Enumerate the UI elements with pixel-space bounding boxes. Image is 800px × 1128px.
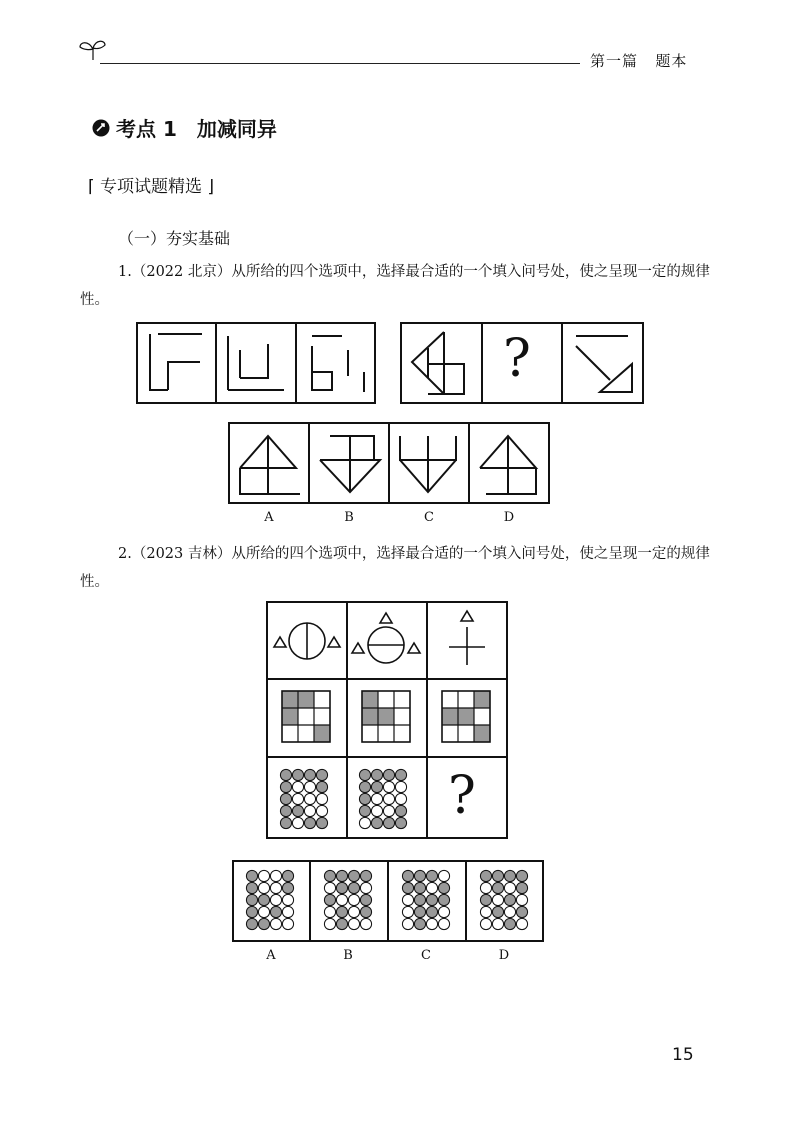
header-title: 题本 (655, 52, 688, 70)
array-circle (492, 918, 503, 929)
array-circle (348, 882, 359, 893)
array-circle (402, 906, 413, 917)
array-circle (359, 793, 370, 804)
array-circle (336, 894, 347, 905)
q2-option-b-figure (324, 870, 371, 929)
array-circle (371, 781, 382, 792)
question-1-option-a[interactable]: A (264, 510, 274, 525)
question-1-option-b[interactable]: B (344, 510, 354, 525)
array-circle (492, 882, 503, 893)
array-circle (516, 906, 527, 917)
array-circle (348, 894, 359, 905)
array-circle (246, 918, 257, 929)
array-circle (480, 870, 491, 881)
array-circle (371, 817, 382, 828)
array-circle (414, 918, 425, 929)
section-bullet-icon (92, 119, 110, 137)
question-2-number: 2. (118, 546, 132, 562)
array-circle (383, 769, 394, 780)
array-circle (504, 894, 515, 905)
array-circle (383, 805, 394, 816)
question-2-options (232, 860, 544, 942)
section-name: 加减同异 (196, 117, 277, 141)
array-circle (383, 781, 394, 792)
array-circle (480, 894, 491, 905)
array-circle (492, 870, 503, 881)
array-circle (270, 882, 281, 893)
array-circle (258, 918, 269, 929)
array-circle (504, 870, 515, 881)
q1-option-b-figure (320, 436, 380, 492)
q1-option-d-figure (480, 436, 536, 494)
array-circle (304, 817, 315, 828)
array-circle (348, 906, 359, 917)
array-circle (360, 906, 371, 917)
question-1-option-d[interactable]: D (503, 510, 515, 525)
q1-stem-figure-1 (150, 334, 202, 390)
array-circle (426, 906, 437, 917)
array-circle (395, 817, 406, 828)
array-circle (246, 882, 257, 893)
q2-option-c-figure (402, 870, 449, 929)
array-circle (516, 918, 527, 929)
array-circle (292, 805, 303, 816)
array-circle (258, 870, 269, 881)
array-circle (395, 769, 406, 780)
array-circle (304, 781, 315, 792)
header-part: 第一篇 (590, 52, 639, 70)
array-circle (270, 870, 281, 881)
q2-option-a-figure (246, 870, 293, 929)
array-circle (316, 781, 327, 792)
array-circle (280, 769, 291, 780)
subsection-label: 专项试题精选 (100, 177, 203, 197)
array-circle (360, 882, 371, 893)
section-heading (92, 113, 277, 142)
array-circle (282, 894, 293, 905)
question-2-option-c[interactable]: C (421, 948, 431, 963)
array-circle (359, 781, 370, 792)
array-circle (304, 805, 315, 816)
array-circle (336, 882, 347, 893)
array-circle (426, 882, 437, 893)
question-2-option-b[interactable]: B (343, 948, 353, 963)
array-circle (480, 882, 491, 893)
q2-grid-cell-6 (442, 691, 490, 742)
array-circle (383, 817, 394, 828)
question-1-source: （2022 北京） (131, 264, 232, 280)
array-circle (324, 918, 335, 929)
q2-grid-cell-8 (359, 769, 406, 828)
q1-stem-figure-4 (412, 332, 464, 394)
array-circle (516, 882, 527, 893)
q2-option-d-figure (480, 870, 527, 929)
q1-option-a-figure (240, 436, 300, 494)
array-circle (258, 906, 269, 917)
array-circle (280, 781, 291, 792)
array-circle (383, 793, 394, 804)
question-1-stem-left (136, 322, 376, 404)
page-number: 15 (672, 1045, 694, 1065)
array-circle (516, 894, 527, 905)
array-circle (258, 882, 269, 893)
array-circle (282, 882, 293, 893)
array-circle (492, 894, 503, 905)
array-circle (480, 906, 491, 917)
array-circle (504, 882, 515, 893)
array-circle (316, 817, 327, 828)
array-circle (246, 870, 257, 881)
question-1-number: 1. (118, 264, 132, 280)
array-circle (371, 793, 382, 804)
array-circle (395, 793, 406, 804)
array-circle (282, 918, 293, 929)
array-circle (371, 769, 382, 780)
array-circle (438, 918, 449, 929)
q1-stem-figure-2 (228, 336, 284, 390)
question-2-option-d[interactable]: D (498, 948, 510, 963)
array-circle (280, 817, 291, 828)
array-circle (414, 870, 425, 881)
question-2-text (80, 540, 720, 596)
array-circle (371, 805, 382, 816)
array-circle (426, 870, 437, 881)
array-circle (246, 906, 257, 917)
array-circle (359, 805, 370, 816)
array-circle (426, 894, 437, 905)
question-2-question-mark: ? (448, 766, 476, 826)
array-circle (316, 805, 327, 816)
array-circle (292, 793, 303, 804)
running-header (590, 50, 687, 71)
array-circle (292, 817, 303, 828)
array-circle (280, 793, 291, 804)
array-circle (270, 906, 281, 917)
array-circle (304, 769, 315, 780)
array-circle (414, 906, 425, 917)
q2-grid-cell-3 (449, 611, 485, 665)
array-circle (324, 906, 335, 917)
array-circle (324, 882, 335, 893)
question-1-text (80, 258, 720, 314)
section-number: 考点 1 (116, 117, 177, 141)
question-1-body: 从所给的四个选项中，选择最合适的一个填入问号处，使之呈现一定的规律性。 (80, 264, 710, 308)
array-circle (336, 870, 347, 881)
array-circle (304, 793, 315, 804)
array-circle (504, 906, 515, 917)
array-circle (402, 894, 413, 905)
header-rule (100, 63, 580, 64)
array-circle (316, 769, 327, 780)
question-1-options (228, 422, 550, 504)
array-circle (516, 870, 527, 881)
array-circle (258, 894, 269, 905)
array-circle (324, 894, 335, 905)
level-title: （一）夯实基础 (118, 229, 231, 248)
array-circle (270, 894, 281, 905)
question-1-option-c[interactable]: C (424, 510, 434, 525)
array-circle (348, 870, 359, 881)
q2-grid-cell-1 (274, 623, 340, 659)
q1-stem-figure-3 (312, 336, 364, 392)
array-circle (402, 918, 413, 929)
array-circle (438, 894, 449, 905)
array-circle (492, 906, 503, 917)
array-circle (402, 882, 413, 893)
array-circle (360, 894, 371, 905)
array-circle (414, 882, 425, 893)
array-circle (324, 870, 335, 881)
array-circle (246, 894, 257, 905)
array-circle (280, 805, 291, 816)
array-circle (359, 817, 370, 828)
array-circle (336, 906, 347, 917)
question-1-question-mark: ? (503, 329, 531, 389)
q2-grid-cell-4 (282, 691, 330, 742)
array-circle (336, 918, 347, 929)
array-circle (395, 781, 406, 792)
array-circle (360, 870, 371, 881)
array-circle (292, 769, 303, 780)
array-circle (438, 906, 449, 917)
question-2-source: （2023 吉林） (131, 546, 232, 562)
array-circle (316, 793, 327, 804)
array-circle (402, 870, 413, 881)
array-circle (414, 894, 425, 905)
q2-grid-cell-2 (352, 613, 420, 663)
array-circle (348, 918, 359, 929)
array-circle (282, 870, 293, 881)
array-circle (426, 918, 437, 929)
array-circle (480, 918, 491, 929)
array-circle (438, 870, 449, 881)
array-circle (438, 882, 449, 893)
array-circle (359, 769, 370, 780)
q1-option-c-figure (400, 436, 456, 492)
subsection-title: ⌈ 专项试题精选 ⌋ (88, 177, 215, 197)
sprout-icon (78, 36, 108, 62)
array-circle (282, 906, 293, 917)
array-circle (270, 918, 281, 929)
question-2-body: 从所给的四个选项中，选择最合适的一个填入问号处，使之呈现一定的规律性。 (80, 546, 710, 590)
q1-stem-figure-6 (576, 336, 632, 392)
array-circle (504, 918, 515, 929)
array-circle (292, 781, 303, 792)
question-2-option-a[interactable]: A (266, 948, 276, 963)
q2-grid-cell-5 (362, 691, 410, 742)
array-circle (360, 918, 371, 929)
array-circle (395, 805, 406, 816)
q2-grid-cell-7 (280, 769, 327, 828)
